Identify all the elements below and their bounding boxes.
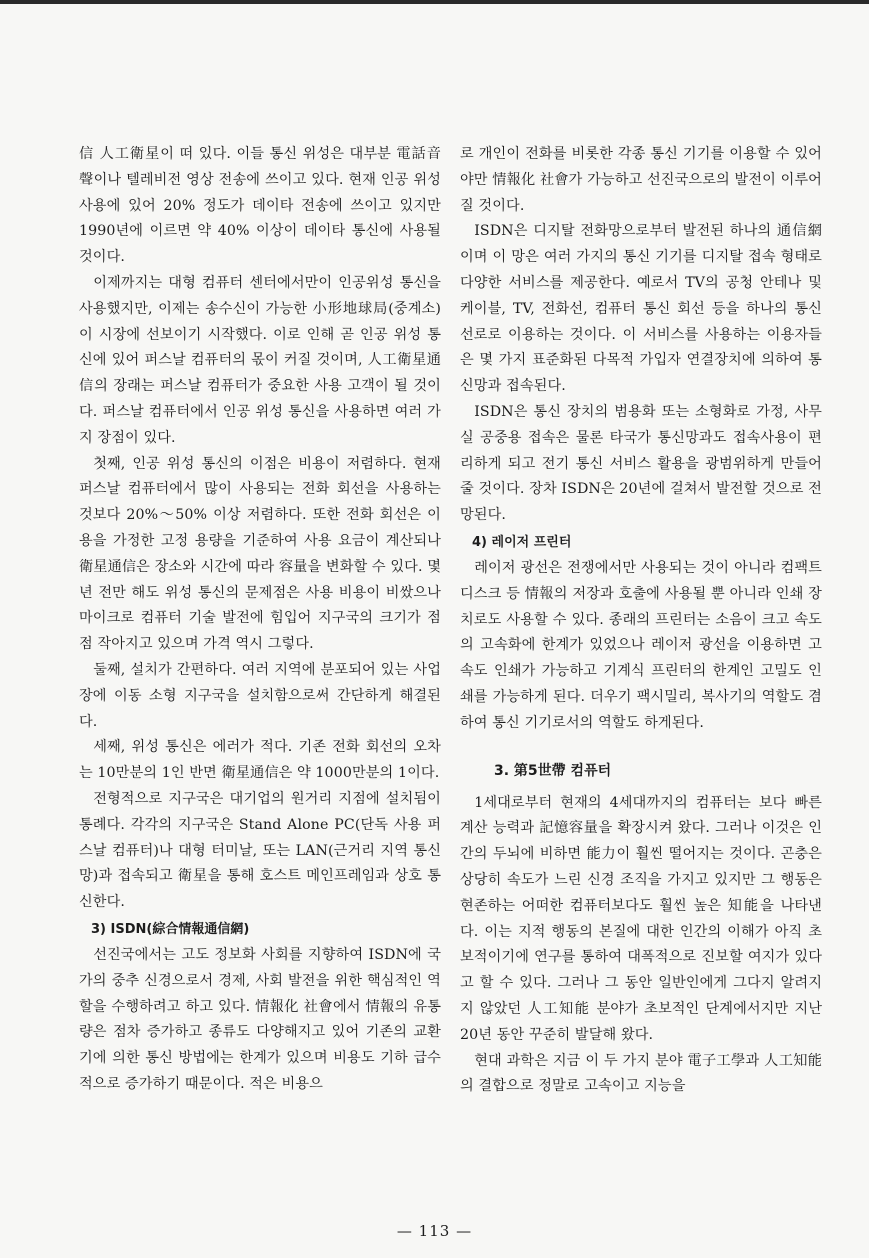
paragraph: 로 개인이 전화를 비롯한 각종 통신 기기를 이용할 수 있어야만 情報化 社會가 가능하고 선진국으로의 발전이 이루어질 것이다. <box>460 146 822 214</box>
paragraph: 선진국에서는 고도 정보화 사회를 지향하여 ISDN에 국가의 중추 신경으로서 경제, 사회 발전을 위한 핵심적인 역할을 수행하려고 하고 있다. 情報化 社會에서 情報의 유통량은 점차 증가하고 종류도 다양해지고 있어 기존의 교환기에 의한 통신 방법에는 한계가 있으며 비용도 기하 급수적으로 증가하기 때문이다. 적은 비용으 <box>79 946 441 1092</box>
page-number: — 113 — <box>396 1222 473 1240</box>
subsection-heading-laser-printer: 4) 레이저 프린터 <box>472 534 572 550</box>
paragraph: 첫째, 인공 위성 통신의 이점은 비용이 저렴하다. 현재 퍼스날 컴퓨터에서 많이 사용되는 전화 회선을 사용하는 것보다 20%～50% 이상 저렴하다. 또한 전화 회선은 이용을 가정한 고정 용량을 기준하여 사용 요금이 계산되나 衛星通信은 장소와 시간에 따라 容量을 변화할 수 있다. 몇년 전만 해도 위성 통신의 문제점은 사용 비용이 비쌌으나 마이크로 컴퓨터 기술 발전에 힘입어 지구국의 크기가 점점 작아지고 있으며 가격 역시 그렇다. <box>79 455 441 653</box>
paragraph: 1세대로부터 현재의 4세대까지의 컴퓨터는 보다 빠른 계산 능력과 記憶容量을 확장시켜 왔다. 그러나 이것은 인간의 두뇌에 비하면 能力이 훨씬 떨어지는 것이다. 곤충은 상당히 속도가 느린 신경 조직을 가지고 있지만 그 행동은 현존하는 어떠한 컴퓨터보다도 훨씬 높은 知能을 나타낸다. 이는 지적 행동의 본질에 대한 인간의 이해가 아직 초보적이기에 연구를 통하여 대폭적으로 진보할 여지가 있다고 할 수 있다. 그러나 그 동안 일반인에게 그다지 알려지지 않았던 人工知能 분야가 초보적인 단계에서지만 지난 20년 동안 꾸준히 발달해 왔다. <box>460 794 822 1043</box>
paragraph: 信 人工衛星이 떠 있다. 이들 통신 위성은 대부분 電話音聲이나 텔레비전 영상 전송에 쓰이고 있다. 현재 인공 위성 사용에 있어 20% 정도가 데이타 전송에 쓰이고 있지만 1990년에 이르면 약 40% 이상이 데이타 통신에 사용될 것이다. <box>79 146 441 266</box>
paragraph: ISDN은 통신 장치의 범용화 또는 소형화로 가정, 사무실 공중용 접속은 물론 타국가 통신망과도 접속사용이 편리하게 되고 전기 통신 서비스 활용을 광범위하게 만들어 줄 것이다. 장차 ISDN은 20년에 걸쳐서 발전할 것으로 전망된다. <box>460 403 822 524</box>
paragraph: 이제까지는 대형 컴퓨터 센터에서만이 인공위성 통신을 사용했지만, 이제는 송수신이 가능한 小形地球局(중계소)이 시장에 선보이기 시작했다. 이로 인해 곧 인공 위성 통신에 있어 퍼스날 컴퓨터의 몫이 커질 것이며, 人工衛星通信의 장래는 퍼스날 컴퓨터가 중요한 사용 고객이 될 것이다. 퍼스날 컴퓨터에서 인공 위성 통신을 사용하면 여러 가지 장점이 있다. <box>79 274 441 446</box>
left-column <box>79 142 441 1098</box>
paragraph: 둘째, 설치가 간편하다. 여러 지역에 분포되어 있는 사업장에 이동 소형 지구국을 설치함으로써 간단하게 해결된다. <box>79 661 441 730</box>
paragraph: 레이저 광선은 전쟁에서만 사용되는 것이 아니라 컴팩트 디스크 등 情報의 저장과 호출에 사용될 뿐 아니라 인쇄 장치로도 사용할 수 있다. 종래의 프린터는 소음이 크고 속도의 고속화에 한계가 있었으나 레이저 광선을 이용하면 고속도 인쇄가 가능하고 기계식 프린터의 한계인 고밀도 인쇄를 가능하게 된다. 더우기 팩시밀리, 복사기의 역할도 겸하여 통신 기기로서의 역할도 하게된다. <box>460 559 822 731</box>
right-column <box>460 142 822 1100</box>
section-heading-fifth-generation: 3. 第5世帶 컴퓨터 <box>494 762 612 779</box>
paragraph: ISDN은 디지탈 전화망으로부터 발전된 하나의 通信網이며 이 망은 여러 가지의 통신 기기를 디지탈 접속 형태로 다양한 서비스를 제공한다. 예로서 TV의 공청 안테나 및 케이블, TV, 전화선, 컴퓨터 통신 회선 등을 하나의 통신 선로로 이용하는 것이다. 이 서비스를 사용하는 이용자들은 몇 가지 표준화된 다목적 가입자 연결장치에 의하여 통신망과 접속된다. <box>460 223 822 395</box>
paragraph: 현대 과학은 지금 이 두 가지 분야 電子工學과 人工知能의 결합으로 정말로 고속이고 지능을 <box>460 1052 822 1095</box>
top-border-line <box>0 0 869 4</box>
paragraph: 전형적으로 지구국은 대기업의 원거리 지점에 설치됨이 통례다. 각각의 지구국은 Stand Alone PC(단독 사용 퍼스날 컴퓨터)나 대형 터미날, 또는 LAN(근거리 지역 통신망)과 접속되고 衛星을 통해 호스트 메인프레임과 상호 통신한다. <box>79 790 441 911</box>
subsection-heading-isdn: 3) ISDN(綜合情報通信網) <box>91 921 250 937</box>
paragraph: 세째, 위성 통신은 에러가 적다. 기존 전화 회선의 오차는 10만분의 1인 반면 衛星通信은 약 1000만분의 1이다. <box>79 739 441 782</box>
